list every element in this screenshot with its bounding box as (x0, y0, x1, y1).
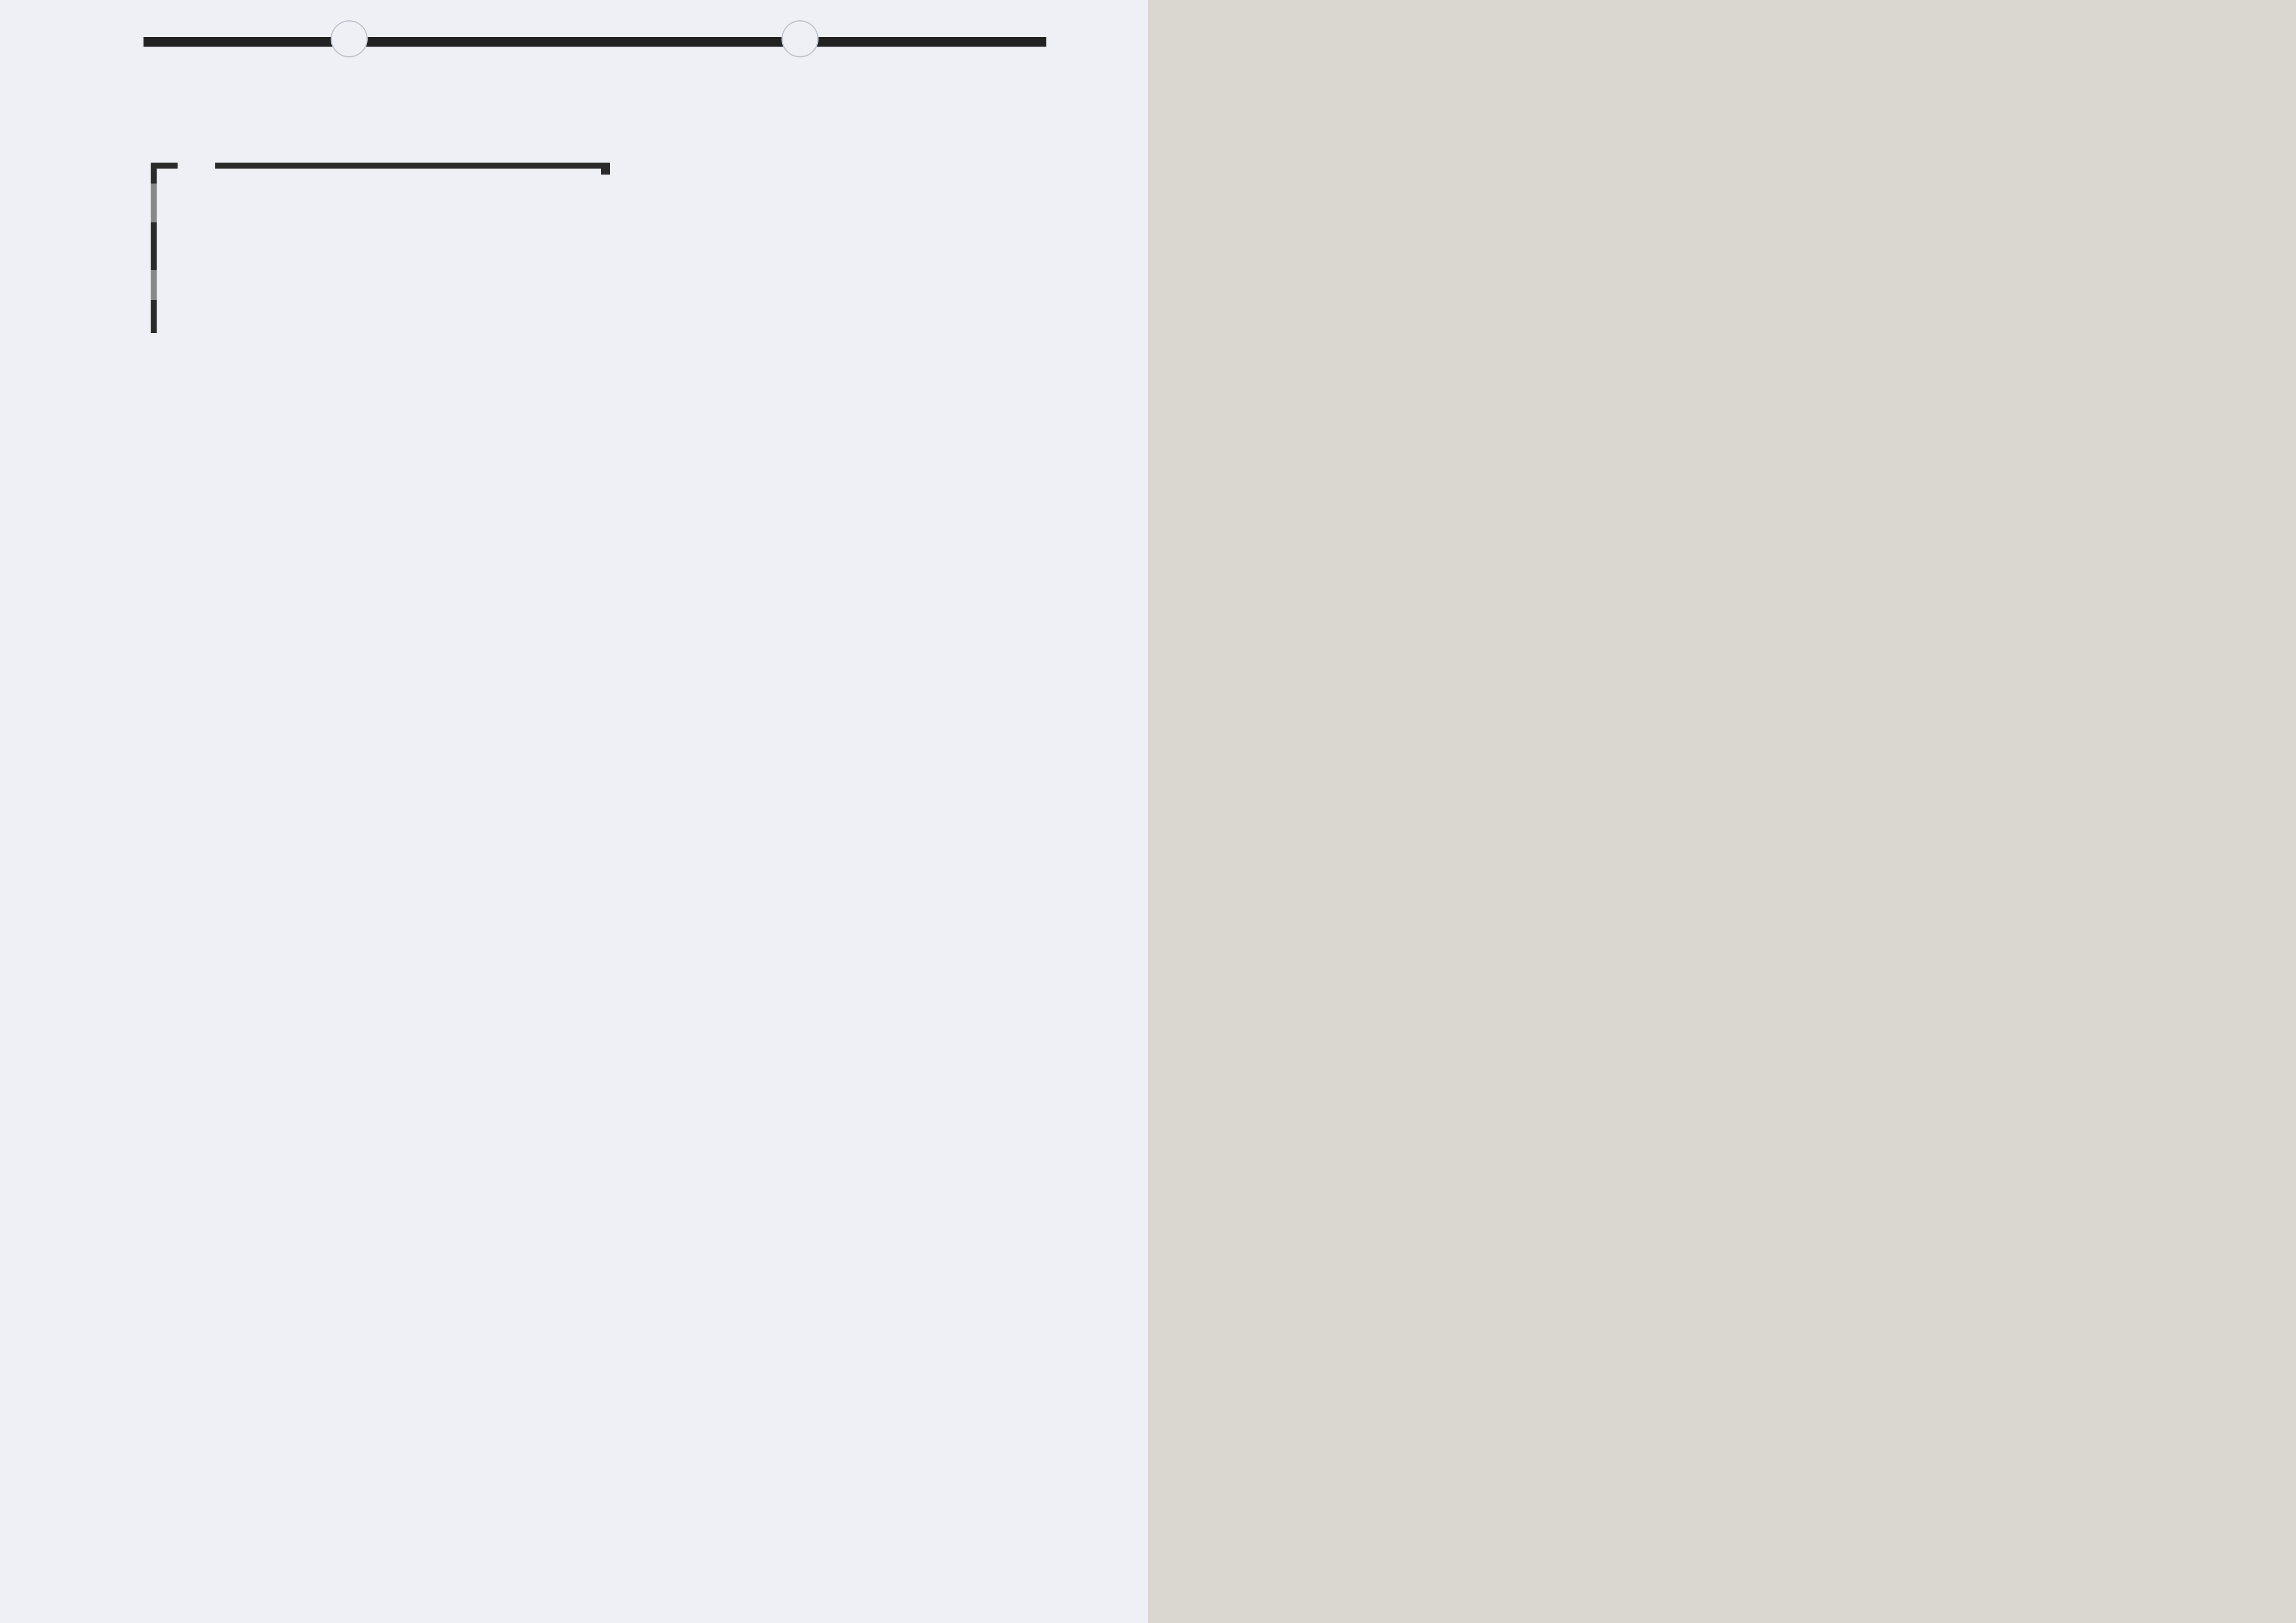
punch-hole (331, 20, 368, 57)
top-rule (144, 37, 1046, 47)
floor-plan-drawing (144, 157, 1052, 342)
floor-plan (144, 157, 1052, 345)
punch-hole (781, 20, 819, 57)
